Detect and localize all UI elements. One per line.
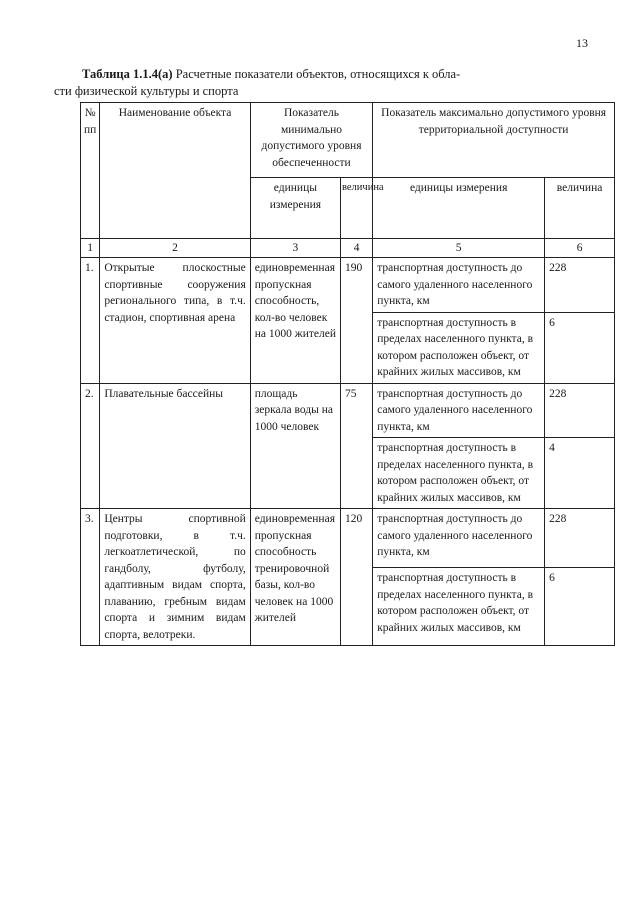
row-value: 120	[341, 509, 373, 646]
header-min-group: Показатель минимально допустимого уровня обеспеченности	[250, 103, 372, 178]
col-number: 2	[100, 239, 250, 258]
row-name: Плавательные бассейны	[100, 383, 250, 509]
header-max-group: Показатель максимально допустимого уровня территориальной доступности	[373, 103, 615, 178]
header-max-unit: единицы измерения	[373, 178, 545, 239]
row-access-unit: транспортная доступность в пределах населенного пункта, в котором расположен объект, от крайних жилых массивов, км	[373, 438, 545, 509]
row-access-value: 228	[545, 509, 615, 568]
row-unit: единовременная пропускная способность тренировочной базы, кол-во человек на 1000 жителей	[250, 509, 340, 646]
row-access-value: 6	[545, 568, 615, 646]
row-name: Центры спортивной подготовки, в т.ч. легкоатлетической, по гандболу, футболу, адаптивным видам спорта, плаванию, гребным видам спорта и зимним видам спорта, велотреки.	[100, 509, 250, 646]
header-min-unit: единицы измерения	[250, 178, 340, 239]
header-max-val: величина	[545, 178, 615, 239]
table-row	[81, 509, 615, 568]
row-value: 75	[341, 383, 373, 509]
row-access-unit: транспортная доступность до самого удаленного населенного пункта, км	[373, 258, 545, 313]
col-number: 6	[545, 239, 615, 258]
row-name: Открытые плоскостные спортивные сооружения регионального типа, в т.ч. стадион, спортивная арена	[100, 258, 250, 384]
row-value: 190	[341, 258, 373, 384]
header-num: № пп	[81, 103, 100, 239]
table-caption	[54, 66, 602, 100]
header-name: Наименование объекта	[100, 103, 250, 239]
row-access-unit: транспортная доступность до самого удаленного населенного пункта, км	[373, 383, 545, 438]
indicators-table	[80, 102, 615, 646]
row-num: 3.	[81, 509, 100, 646]
row-num: 2.	[81, 383, 100, 509]
column-numbers-row	[81, 239, 615, 258]
col-number: 3	[250, 239, 340, 258]
row-access-value: 6	[545, 312, 615, 383]
header-min-val: величина	[341, 178, 373, 239]
row-unit: единовременная пропускная способность, кол-во человек на 1000 жителей	[250, 258, 340, 384]
row-access-unit: транспортная доступность в пределах населенного пункта, в котором расположен объект, от крайних жилых массивов, км	[373, 568, 545, 646]
col-number: 1	[81, 239, 100, 258]
page-number: 13	[576, 36, 588, 50]
table-caption-text-line1: Расчетные показатели объектов, относящихся к обла-	[172, 67, 461, 81]
table-row	[81, 383, 615, 438]
row-unit: площадь зеркала воды на 1000 человек	[250, 383, 340, 509]
row-num: 1.	[81, 258, 100, 384]
col-number: 5	[373, 239, 545, 258]
row-access-value: 228	[545, 258, 615, 313]
row-access-value: 228	[545, 383, 615, 438]
table-row	[81, 258, 615, 313]
row-access-unit: транспортная доступность в пределах населенного пункта, в котором расположен объект, от крайних жилых массивов, км	[373, 312, 545, 383]
table-header-row	[81, 103, 615, 178]
row-access-value: 4	[545, 438, 615, 509]
row-access-unit: транспортная доступность до самого удаленного населенного пункта, км	[373, 509, 545, 568]
table-caption-text-line2: сти физической культуры и спорта	[54, 84, 239, 98]
table-caption-number: Таблица 1.1.4(а)	[82, 67, 173, 81]
col-number: 4	[341, 239, 373, 258]
